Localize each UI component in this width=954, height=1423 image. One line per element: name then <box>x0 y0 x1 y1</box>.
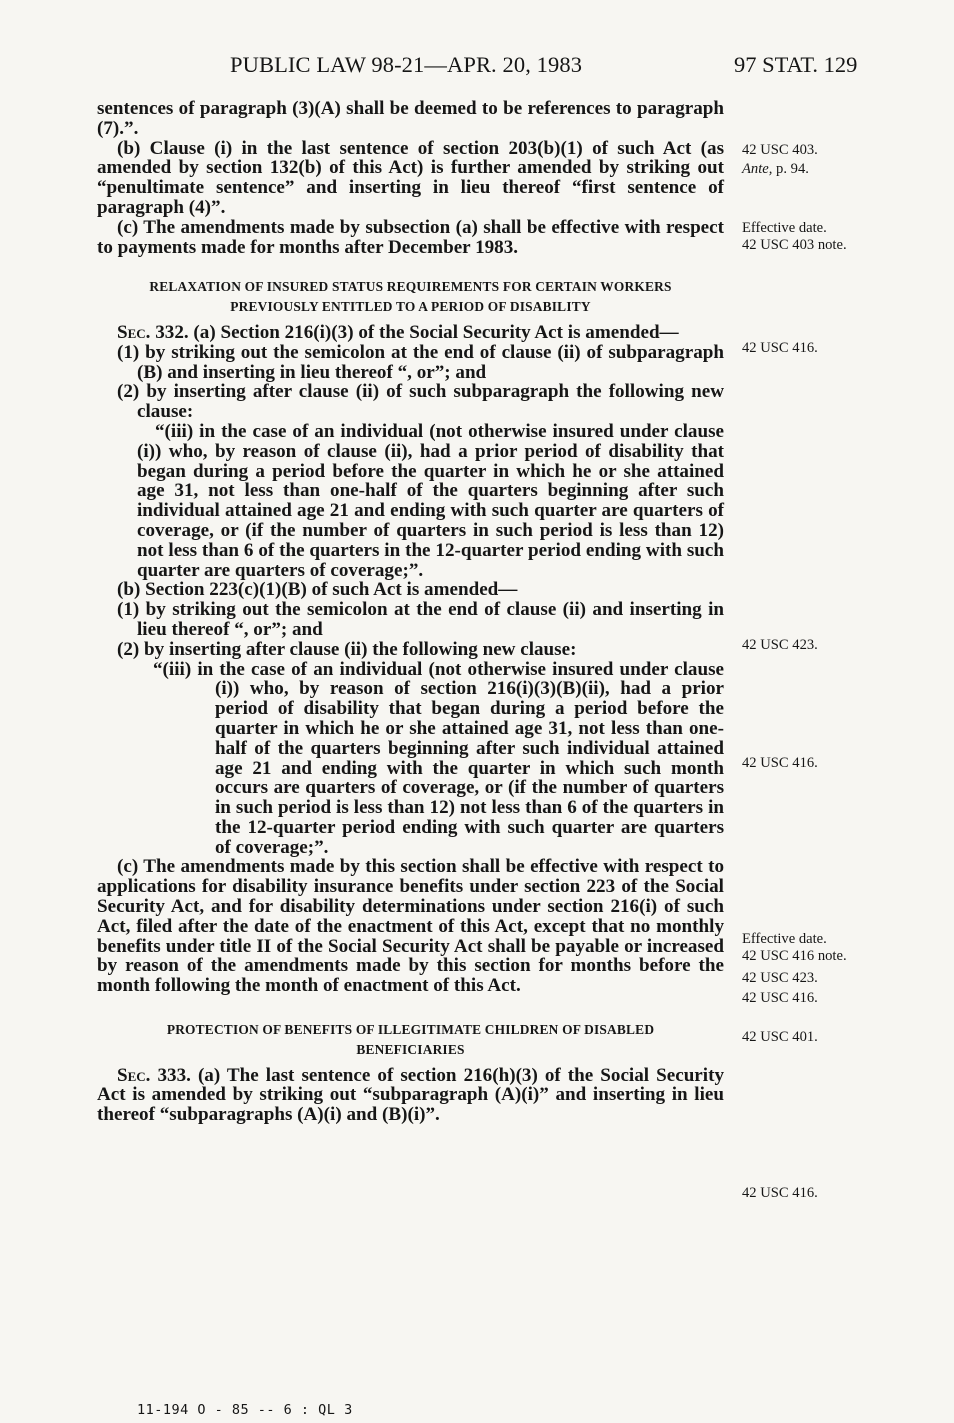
page-header <box>0 52 954 82</box>
margin-note: Effective date. <box>742 931 827 947</box>
margin-note <box>742 161 809 178</box>
margin-note: 42 USC 403. <box>742 142 818 158</box>
page-number: 97 STAT. 129 <box>734 52 858 77</box>
margin-note: 42 USC 416. <box>742 755 818 771</box>
section-332-item-1: (1) by striking out the semicolon at the end of clause (ii) of subparagraph (B) and inserting in lieu thereof “, or”; and <box>117 341 724 383</box>
section-heading-333: PROTECTION OF BENEFITS OF ILLEGITIMATE CHILDREN OF DISABLED BENEFICIARIES <box>166 1022 655 1057</box>
running-title: PUBLIC LAW 98-21—APR. 20, 1983 <box>230 52 583 77</box>
subsection-c: (c) The amendments made by subsection (a) shall be effective with respect to payments made for months after December 1983. <box>97 216 724 258</box>
section-332-b-quoted-clause: “(iii) in the case of an individual (not otherwise insured under clause (i)) who, by reason of section 216(i)(3)(B)(ii), had a prior period of disability that began during a period before the quarter in which he or she attained age 31, not less than one-half of the quarters beginning after such individual attained age 21 and ending with the quarter in which such month occurs are quarters of coverage, or (if the number of quarters in such period is less than 12) not less than 6 of the quarters in the 12-quarter period ending with such quarter are quarters of coverage;”. <box>153 658 724 858</box>
margin-note: 42 USC 416. <box>742 990 818 1006</box>
section-label: Sec. <box>117 321 151 343</box>
margin-note-rest: p. 94. <box>772 161 809 177</box>
margin-note: 42 USC 403 note. <box>742 237 847 253</box>
section-332-b-item-2: (2) by inserting after clause (ii) the following new clause: <box>117 638 577 660</box>
section-332-item-2: (2) by inserting after clause (ii) of such subparagraph the following new clause: <box>117 381 724 423</box>
margin-note: 42 USC 416 note. <box>742 948 847 964</box>
margin-note: 42 USC 416. <box>742 1185 818 1201</box>
paragraph-continuation: sentences of paragraph (3)(A) shall be deemed to be references to paragraph (7).”. <box>97 98 724 139</box>
section-333-intro <box>97 1066 724 1125</box>
margin-note: Effective date. <box>742 220 827 236</box>
section-332-text: 332. (a) Section 216(i)(3) of the Social Security Act is amended— <box>155 321 679 343</box>
subsection-b: (b) Clause (i) in the last sentence of section 203(b)(1) of such Act (as amended by section 132(b) of this Act) is further amended by striking out “penultimate sentence” and inserting in lieu thereof “first sentence of paragraph (4)”. <box>97 137 724 218</box>
section-333-text: 333. (a) The last sentence of section 216(h)(3) of the Social Security Act is amended by striking out “subparagraph (A)(i)” and inserting in lieu thereof “subparagraphs (A)(i) and (B)(i)”. <box>97 1064 724 1126</box>
margin-note: 42 USC 423. <box>742 970 818 986</box>
body-text <box>97 99 724 1125</box>
margin-note: 42 USC 416. <box>742 340 818 356</box>
section-label: Sec. <box>117 1064 151 1086</box>
margin-note: 42 USC 401. <box>742 1029 818 1045</box>
section-heading-332: RELAXATION OF INSURED STATUS REQUIREMENTS FOR CERTAIN WORKERS PREVIOUSLY ENTITLED TO A PERIOD OF DISABILITY <box>149 279 672 315</box>
section-332-b-item-1: (1) by striking out the semicolon at the end of clause (ii) and inserting in lieu thereof “, or”; and <box>117 599 724 640</box>
margin-note-italic: Ante, <box>742 161 773 177</box>
print-code-footer: 11-194 O - 85 -- 6 : QL 3 <box>137 1402 353 1418</box>
section-332-subsection-c: (c) The amendments made by this section shall be effective with respect to applications for disability insurance benefits under section 223 of the Social Security Act, and for disability determinations under section 216(i) of such Act, filed after the date of the enactment of this Act, except that no monthly benefits under title II of the Social Security Act shall be payable or increased by reason of the amendments made by this section for months before the month following the month of enactment of this Act. <box>97 856 724 997</box>
section-332-intro <box>97 323 724 343</box>
margin-note: 42 USC 423. <box>742 637 818 653</box>
section-332-quoted-clause: “(iii) in the case of an individual (not otherwise insured under clause (i)) who, by reason of clause (ii), had a prior period of disability that began during a period before the quarter in which he or she attained age 31, not less than one-half of the quarters beginning after such individual attained age 21 and ending with such quarter are quarters of coverage, or (if the number of quarters in such period is less than 12) not less than 6 of the quarters in the 12-quarter period ending with such quarter are quarters of coverage;”. <box>137 420 724 581</box>
section-332-subsection-b: (b) Section 223(c)(1)(B) of such Act is amended— <box>117 579 518 601</box>
